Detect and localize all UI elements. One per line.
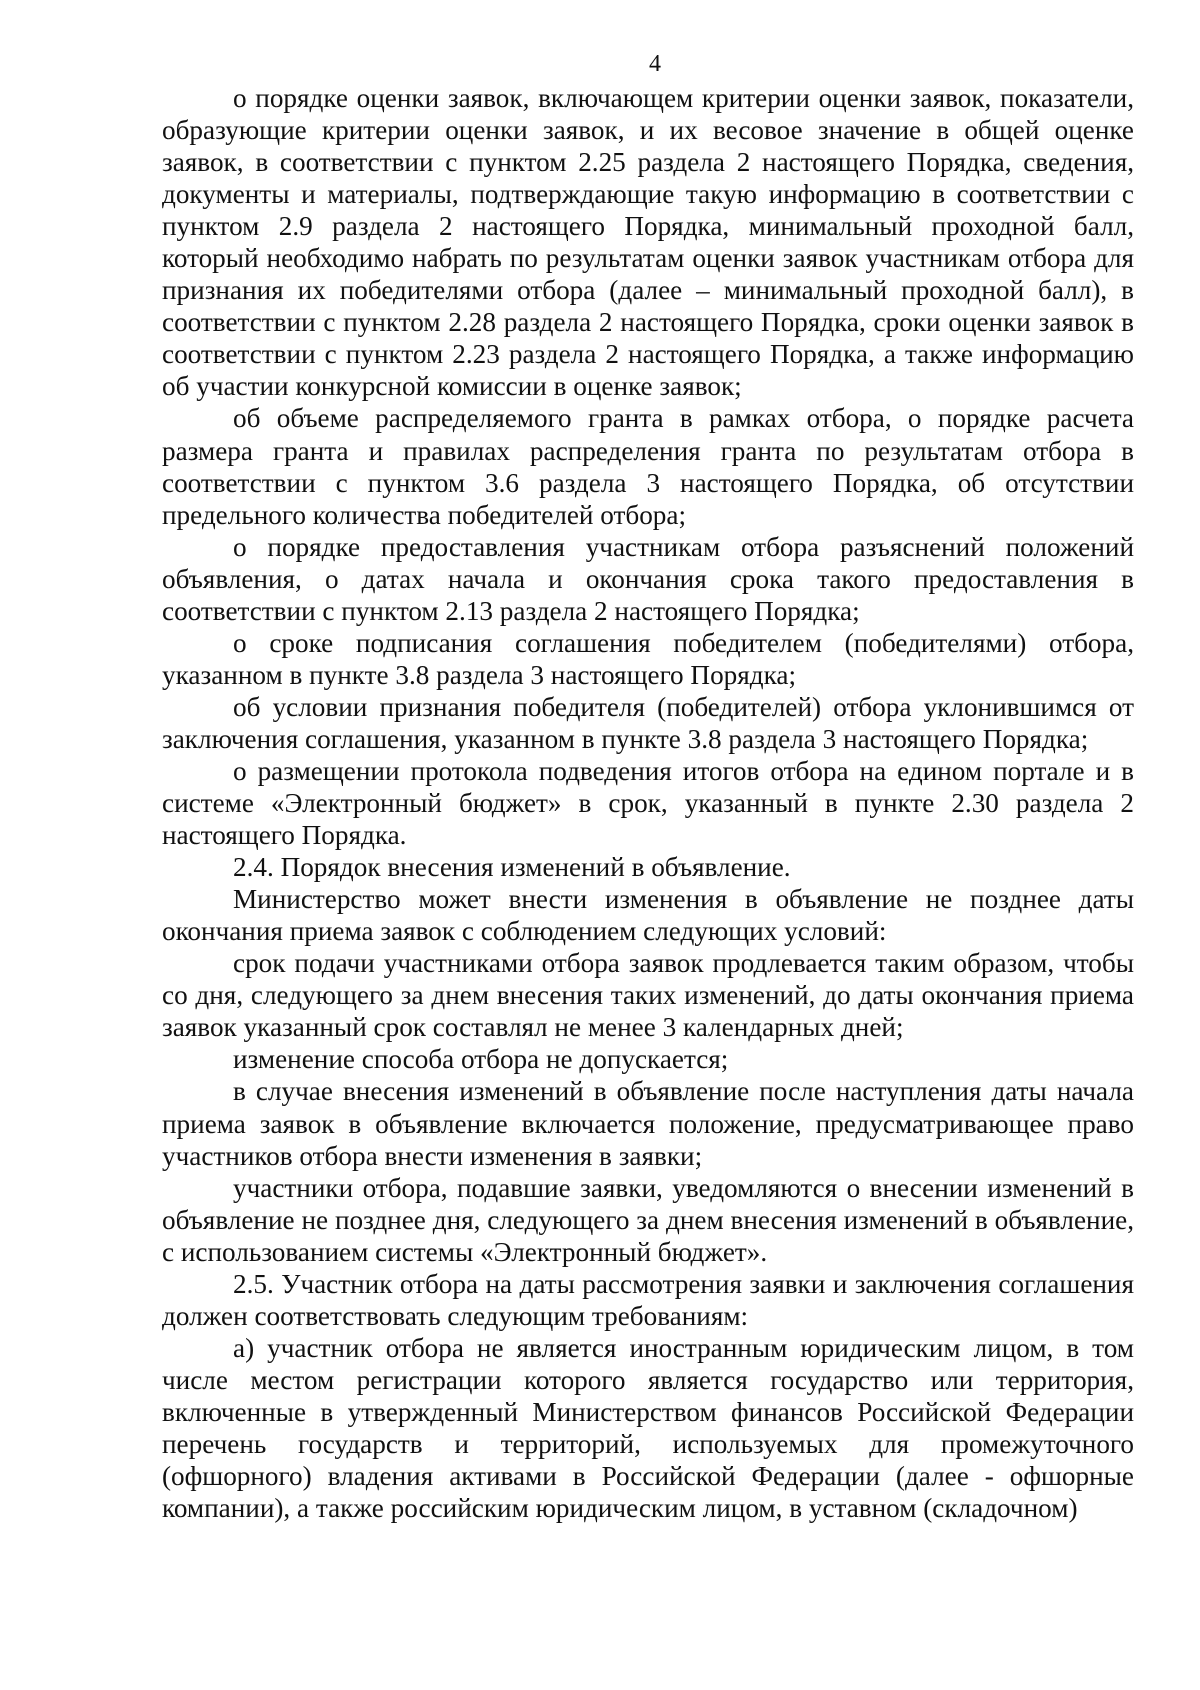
- paragraph-changes-after-start: в случае внесения изменений в объявление после наступления даты начала приема заявок в объявление включается положение, предусматривающее право участников отбора внести изменения в заявки;: [162, 1076, 1134, 1171]
- paragraph-clarifications: о порядке предоставления участникам отбора разъяснений положений объявления, о датах начала и окончания срока такого предоставления в соответствии с пунктом 2.13 раздела 2 настоящего Порядка;: [162, 531, 1134, 626]
- paragraph-participant-notification: участники отбора, подавшие заявки, уведомляются о внесении изменений в объявление не позднее дня, следующего за днем внесения изменений в объявление, с использованием системы «Электронный бюджет».: [162, 1172, 1134, 1267]
- paragraph-method-change: изменение способа отбора не допускается;: [233, 1044, 729, 1075]
- paragraph-signing-term: о сроке подписания соглашения победителем (победителями) отбора, указанном в пункте 3.8 раздела 3 настоящего Порядка;: [162, 627, 1134, 690]
- paragraph-section-2-5-requirements: 2.5. Участник отбора на даты рассмотрения заявки и заключения соглашения должен соответствовать следующим требованиям:: [162, 1268, 1134, 1331]
- paragraph-evasion-condition: об условии признания победителя (победителей) отбора уклонившимся от заключения соглашения, указанном в пункте 3.8 раздела 3 настоящего Порядка;: [162, 691, 1134, 754]
- paragraph-ministry-changes: Министерство может внести изменения в объявление не позднее даты окончания приема заявок с соблюдением следующих условий:: [162, 884, 1134, 947]
- page-number: 4: [649, 51, 661, 77]
- paragraph-evaluation-procedure: о порядке оценки заявок, включающем критерии оценки заявок, показатели, образующие критерии оценки заявок, и их весовое значение в общей оценке заявок, в соответствии с пунктом 2.25 раздела 2 настоящего Порядка, сведения, документы и материалы, подтверждающие такую информацию в соответствии с пунктом 2.9 раздела 2 настоящего Порядка, минимальный проходной балл, который необходимо набрать по результатам оценки заявок участникам отбора для признания их победителями отбора (далее – минимальный проходной балл), в соответствии с пунктом 2.28 раздела 2 настоящего Порядка, сроки оценки заявок в соответствии с пунктом 2.23 раздела 2 настоящего Порядка, а также информацию об участии конкурсной комиссии в оценке заявок;: [162, 83, 1134, 402]
- paragraph-requirement-a: а) участник отбора не является иностранным юридическим лицом, в том числе местом регистрации которого является государство или территория, включенные в утвержденный Министерством финансов Российской Федерации перечень государств и территорий, используемых для промежуточного (офшорного) владения активами в Российской Федерации (далее - офшорные компании), а также российским юридическим лицом, в уставном (складочном): [162, 1332, 1134, 1524]
- paragraph-section-2-4-heading: 2.4. Порядок внесения изменений в объявление.: [233, 852, 791, 883]
- document-body: [162, 82, 1134, 1524]
- paragraph-deadline-extension: срок подачи участниками отбора заявок продлевается таким образом, чтобы со дня, следующего за днем внесения таких изменений, до даты окончания приема заявок указанный срок составлял не менее 3 календарных дней;: [162, 948, 1134, 1043]
- paragraph-protocol-publication: о размещении протокола подведения итогов отбора на едином портале и в системе «Электронный бюджет» в срок, указанный в пункте 2.30 раздела 2 настоящего Порядка.: [162, 755, 1134, 851]
- paragraph-grant-volume: об объеме распределяемого гранта в рамках отбора, о порядке расчета размера гранта и правилах распределения гранта по результатам отбора в соответствии с пунктом 3.6 раздела 3 настоящего Порядка, об отсутствии предельного количества победителей отбора;: [162, 403, 1134, 530]
